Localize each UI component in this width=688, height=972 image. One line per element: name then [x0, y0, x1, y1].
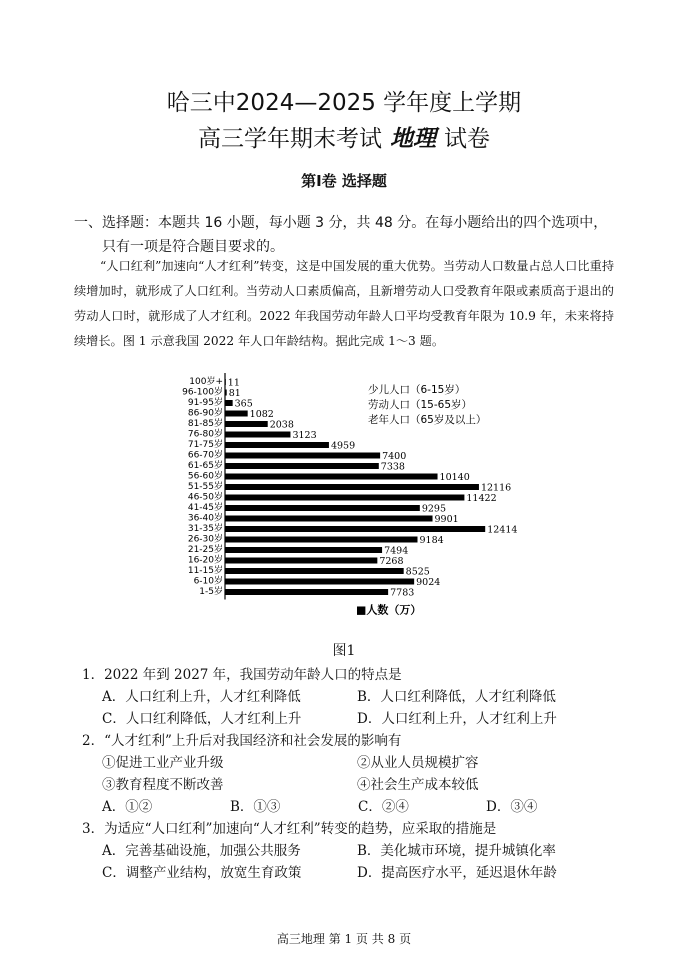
legend-item: 老年人口（65岁及以上） [368, 414, 487, 426]
age-group-label: 21-25岁 [187, 545, 223, 555]
age-group-label: 86-90岁 [187, 408, 223, 419]
option-b: B．美化城市环境，提升城镇化率 [357, 843, 556, 859]
population-bar [225, 547, 382, 553]
age-group-label: 36-40岁 [187, 513, 223, 524]
title-prefix: 高三学年期末考试 [198, 126, 382, 152]
age-group-label: 41-45岁 [187, 503, 223, 513]
population-bar [225, 484, 479, 490]
statement-4: ④社会生产成本较低 [357, 777, 479, 793]
bar-value-label: 7400 [382, 451, 407, 462]
bar-value-label: 2038 [269, 419, 294, 431]
age-group-label: 31-35岁 [187, 524, 223, 534]
bar-value-label: 11422 [466, 493, 497, 504]
section-line1: 一、选择题：本题共 16 小题，每小题 3 分，共 48 分。在每小题给出的四个选项中， [74, 215, 608, 231]
age-group-label: 76-80岁 [187, 429, 223, 440]
bar-value-label: 3123 [292, 430, 317, 441]
option-a: A．人口红利上升，人才红利降低 [102, 689, 301, 705]
title-suffix: 试卷 [444, 126, 490, 152]
questions [82, 664, 622, 884]
option-b: B．①③ [230, 799, 281, 815]
option-a: A．完善基础设施，加强公共服务 [102, 843, 301, 859]
bar-value-label: 9184 [419, 535, 444, 546]
bar-value-label: 7268 [379, 556, 404, 567]
population-bar [225, 400, 233, 406]
legend-item: 劳动人口（15-65岁） [368, 399, 473, 411]
option-d: D．人口红利上升，人才红利上升 [357, 711, 557, 727]
bar-value-label: 9024 [416, 577, 441, 588]
age-group-label: 51-55岁 [187, 482, 223, 492]
figure-caption: 图1 [332, 643, 356, 659]
age-group-label: 56-60岁 [187, 471, 223, 482]
bar-value-label: 9295 [421, 503, 447, 515]
population-bar [225, 390, 227, 396]
age-group-label: 66-70岁 [187, 450, 223, 461]
population-bar [225, 526, 485, 532]
population-bar [225, 537, 417, 543]
bar-value-label: 8525 [405, 566, 430, 578]
population-bar [225, 432, 290, 438]
age-group-label: 96-100岁 [182, 387, 223, 398]
population-bar [225, 474, 438, 480]
population-bar [225, 568, 404, 574]
part-heading: 第Ⅰ卷 选择题 [301, 172, 387, 190]
intro-passage [74, 254, 614, 354]
statement-3: ③教育程度不断改善 [102, 777, 224, 793]
option-c: C．人口红利降低，人才红利上升 [102, 711, 302, 727]
subject-name: 地理 [390, 125, 436, 152]
population-bar [225, 411, 248, 417]
age-group-label: 26-30岁 [187, 534, 223, 545]
bar-value-label: 1082 [249, 409, 274, 420]
question-1 [82, 664, 622, 730]
population-bar [225, 495, 464, 501]
exam-title-line1: 哈三中2024—2025 学年度上学期 [166, 90, 522, 116]
age-group-label: 100岁+ [189, 377, 223, 387]
question-stem: 1．2022 年到 2027 年，我国劳动年龄人口的特点是 [82, 667, 402, 683]
age-group-label: 11-15岁 [187, 566, 223, 576]
age-group-label: 6-10岁 [193, 576, 223, 587]
population-bar [225, 579, 414, 585]
age-group-label: 1-5岁 [199, 587, 223, 597]
bar-value-label: 7338 [380, 461, 405, 473]
population-bar [225, 505, 420, 511]
bar-value-label: 365 [234, 398, 253, 410]
population-bar [225, 379, 226, 385]
legend-item: 少儿人口（6-15岁） [368, 384, 466, 396]
age-group-label: 46-50岁 [187, 492, 223, 503]
statement-2: ②从业人员规模扩容 [357, 755, 479, 771]
series-label: ■人数（万） [356, 603, 422, 617]
intro-text: “人口红利”加速向“人才红利”转变，这是中国发展的重大优势。当劳动人口数量占总人口比重持续增加时，就形成了人口红利。当劳动人口素质偏高，且新增劳动人口受教育年限或素质高于退出的劳动人口时，就形成了人才红利。2022 年我国劳动年龄人口平均受教育年限为 10.9 年，未来将持续增长。图 1 示意我国 2022 年人口年龄结构。据此完成 1～3 题。 [74, 259, 614, 348]
age-group-label: 91-95岁 [187, 398, 223, 408]
population-bar [225, 442, 329, 448]
question-stem: 3．为适应“人口红利”加速向“人才红利”转变的趋势，应采取的措施是 [82, 821, 497, 837]
option-a: A．①② [102, 799, 153, 815]
page-footer: 高三地理 第 1 页 共 8 页 [276, 932, 412, 946]
bar-value-label: 10140 [439, 472, 470, 483]
option-b: B．人口红利降低，人才红利降低 [357, 689, 556, 705]
bar-value-label: 4959 [330, 440, 356, 452]
age-group-label: 81-85岁 [187, 419, 223, 429]
population-bar [225, 453, 380, 459]
population-bar [225, 516, 433, 522]
bar-value-label: 81 [228, 388, 241, 399]
option-d: D．提高医疗水平，延迟退休年龄 [357, 865, 557, 881]
option-c: C．调整产业结构，放宽生育政策 [102, 865, 302, 881]
bar-value-label: 7494 [384, 545, 409, 557]
bar-value-label: 12116 [480, 482, 512, 494]
section-line2: 只有一项是符合题目要求的。 [102, 239, 284, 255]
exam-title-line2 [0, 120, 688, 153]
section-instructions [74, 211, 634, 259]
population-bar-chart [140, 371, 560, 633]
bar-value-label: 9901 [434, 514, 459, 525]
bar-value-label: 11 [227, 377, 240, 389]
population-bar [225, 463, 379, 469]
population-bar [225, 558, 377, 564]
question-3 [82, 818, 622, 884]
statement-1: ①促进工业产业升级 [102, 755, 224, 771]
question-stem: 2．“人才红利”上升后对我国经济和社会发展的影响有 [82, 733, 402, 749]
question-2 [82, 730, 622, 818]
option-d: D．③④ [486, 799, 538, 815]
option-c: C．②④ [358, 799, 409, 815]
age-group-label: 61-65岁 [187, 461, 223, 471]
bar-value-label: 12414 [487, 524, 518, 536]
population-bar [225, 589, 388, 595]
age-group-label: 71-75岁 [187, 440, 223, 450]
population-bar [225, 421, 268, 427]
age-group-label: 16-20岁 [187, 555, 223, 566]
bar-value-label: 7783 [390, 587, 415, 599]
